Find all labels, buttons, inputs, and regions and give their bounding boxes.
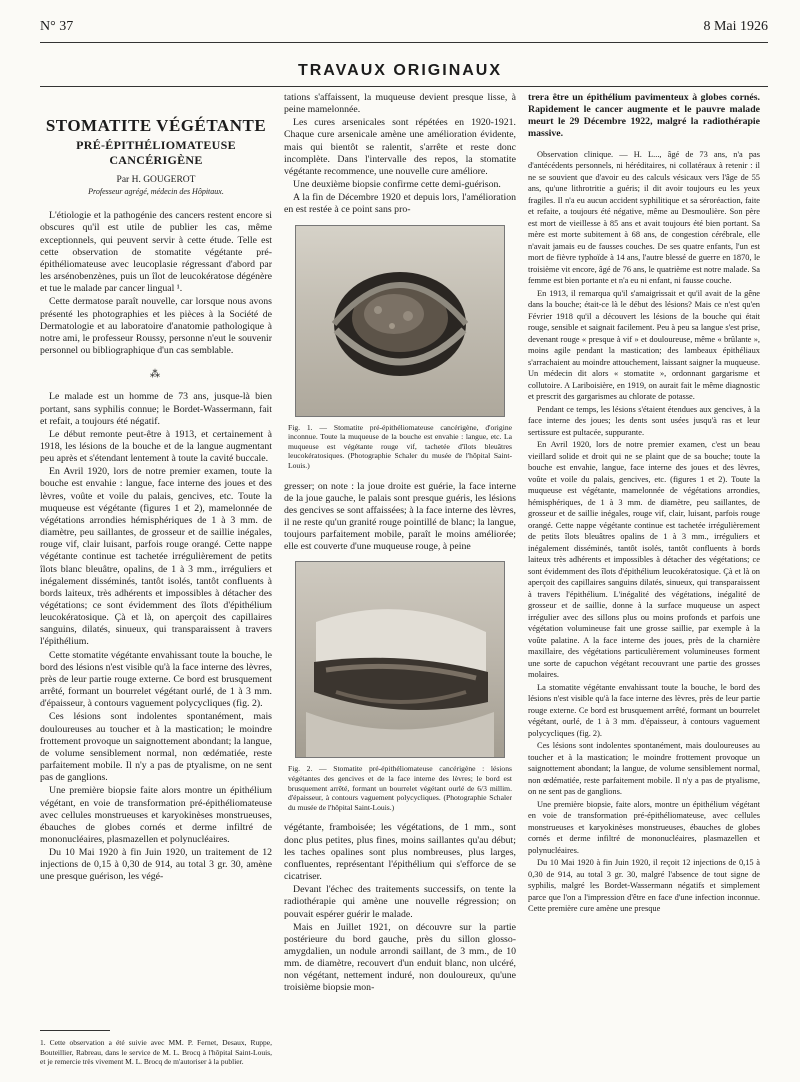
author-affiliation: Professeur agrégé, médecin des Hôpitaux. (88, 187, 224, 197)
paragraph: Pendant ce temps, les lésions s'étaient étendues aux gencives, à la face interne des joues; les dents sont usées jusqu'à ras et leur sertissure est pultacée, suppurante. (528, 404, 760, 437)
article-author: Par H. GOUGEROT (116, 175, 196, 185)
section-rule (40, 86, 768, 87)
paragraph: Ces lésions sont indolentes spontanément, mais douloureuses au toucher et à la mastication; le moindre frottement provoque un saignottement abondant; la langue, de volume sensiblement normal, non œdématiée, reste parfaitement mobile. Il n'y a pas de ptyalisme, on ne sent pas de ganglions. (528, 741, 760, 797)
paragraph: Le malade est un homme de 73 ans, jusque-là bien portant, sans syphilis connue; le Bordet-Wassermann, fait et refait, a toujours été négatif. (40, 391, 272, 427)
paragraph: trera être un épithélium pavimenteux à globes cornés. Rapidement le cancer augmente et le pauvre malade meurt le 29 Décembre 1922, malgré la radiothérapie massive. (528, 92, 760, 140)
paragraph: Du 10 Mai 1920 à fin Juin 1920, un traitement de 12 injections de 0,15 à 0,30 de 914, au total 3 gr. 30, amène une presque guérison, les végé- (40, 847, 272, 883)
paragraph: Mais en Juillet 1921, on découvre sur la partie postérieure du bord gauche, près du sillon glosso-amygdalien, un nodule arrondi saillant, de 3 mm., de 10 mm. de diamètre, recouvert d'un enduit blanc, non ulcéré, non végétant, nettement induré, non douloureux, qu'une troisième biopsie mon- (284, 921, 516, 994)
paragraph: Devant l'échec des traitements successifs, on tente la radiothérapie qui amène une nouvelle régression; on pouvait espérer guérir le malade. (284, 884, 516, 920)
column-1 (40, 92, 272, 1027)
paragraph: La stomatite végétante envahissant toute la bouche, le bord des lésions n'est visible qu'à la face interne des lèvres, près de leur partie rouge externe. Ce bord est brusquement arrêté, formant un bourrelet végétant, ourlé, de 1 à 3 mm. d'épaisseur, à contours vaguement polycycliques (fig. 2). (528, 682, 760, 738)
paragraph: Le début remonte peut-être à 1913, et certainement à 1918, les lésions de la bouche et de la langue augmentant peu après et s'étendant lentement à toute la cavité buccale. (40, 428, 272, 465)
paragraph: gresser; on note : la joue droite est guérie, la face interne de la joue gauche, le palais sont presque guéris, les lésions des gencives se sont affaissées; à la face interne des lèvres, il ne reste qu'un granité rouge pointillé de blanc; la langue, toujours parfaitement mobile, paraît le moins améliorée; elle est couverte d'une muqueuse rouge, à peine (284, 480, 516, 553)
paragraph: Les cures arsenicales sont répétées en 1920-1921. Chaque cure arsenicale amène une amélioration évidente, mais qui bientôt se ralentit, s'arrête et reste donc incomplète. Dans l'intervalle des repos, la stomatite végétante recommence, une nouvelle cure améliore. (284, 117, 516, 177)
footnote-rule (40, 1030, 110, 1031)
paragraph: végétante, framboisée; les végétations, de 1 mm., sont donc plus petites, plus fines, moins saillantes qu'au début; les taches opalines sont plus nombreuses, plus larges, confluentes, représentant l'épithélium qui s'efforce de se cicatriser. (284, 822, 516, 883)
figure-2-caption: Fig. 2. — Stomatite pré-épithéliomateuse cancérigène : lésions végétantes des gencives et de la face interne des lèvres; le bord est brusquement arrêté, formant un bourrelet végétant ourlé de 6/3 millim. d'épaisseur, à contours vaguement polycycliques. (Photographie Schaler du musée de l'hôpital Saint-Louis.) (288, 764, 512, 812)
paragraph: L'étiologie et la pathogénie des cancers restent encore si obscures qu'il est utile de publier les cas, même exceptionnels, qui peuvent servir à cette étude. Telle est cette observation de stomatite végétante pré-épithéliomateuse avec leucoplasie régressant d'abord par les arsénobenzènes, puis un îlot de leucokératose dégénère et tue le malade par cancer lingual ¹. (40, 210, 272, 295)
paragraph: En 1913, il remarqua qu'il s'amaigrissait et qu'il avait de la gêne dans la bouche; était-ce là le début des lésions? Mais ce n'est qu'en Février 1918 qu'il a découvert les lésions de la bouche qui était rouge, sensible et saignait facilement. Peu à peu sa langue s'est prise, devenant rouge « presque à vif » et douloureuse, même « brûlante », moins agile pendant la mastication; des lambeaux épithéliaux s'arrachaient au moindre attouchement, laissant saigner la muqueuse. Un médecin dit alors « stomatite », ordonnant gargarisme et collutoire. A Lariboisière, en 1919, on aurait fait le même diagnostic et prescrit des gargarismes au chlorate de potasse. (528, 288, 760, 402)
paragraph: Une première biopsie faite alors montre un épithélium végétant, en voie de transformation pré-épithéliomateuse avec cellules monstrueuses et karyokinèses monstrueuses, ébauches de globes cornés et derme infiltré de mononucléaires, plasmazellen et polynucléaires. (40, 785, 272, 845)
lip-photo-illustration (296, 562, 504, 757)
asterism-ornament: ⁂ (150, 369, 162, 381)
issue-number: N° 37 (40, 19, 74, 34)
mouth-photo-illustration (296, 226, 504, 416)
figure-1-caption: Fig. 1. — Stomatite pré-épithéliomateuse cancérigène, d'origine inconnue. Toute la muqueuse de la bouche est envahie : langue, etc. La muqueuse est végétante rouge vif, tachetée d'îlots bleuâtres leucokératosiques. (Photographie Schaler du musée de l'hôpital Saint-Louis.) (288, 422, 512, 470)
column-3 (528, 92, 760, 1072)
column-2 (284, 92, 516, 1072)
figure-1-photo (295, 225, 505, 417)
figure-2-photo (295, 561, 505, 758)
article-title: STOMATITE VÉGÉTANTE (45, 116, 267, 135)
paragraph: Observation clinique. — H. L..., âgé de 73 ans, n'a pas d'antécédents personnels, ni héréditaires, ni collatéraux à retenir : il ne se souvient que d'avoir eu des calculs vésicaux vers l'âge de 55 ans, qu'une lithrotritie a guéris; il dit avoir toujours eu les yeux fragiles. Il n'a eu aucun accident syphilitique et sa séroréaction, faite et refaite, a toujours été négative, même au Desmoulière. Son père est mort de vieillesse à 85 ans et avait toujours été bien portant. Sa mère est morte subitement à 68 ans, de congestion cérébrale, elle n'avait jamais eu de fausses couches. De ses quatre enfants, l'un est mort de fièvre typhoïde à 14 ans, l'autre blessé de guerre en 1870, le troisième vit encore, âgé de 76 ans, le quatrième est notre malade. Sa femme est bien portante et n'a eu ni enfant, ni fausse couche. (528, 149, 760, 286)
paragraph: Cette dermatose paraît nouvelle, car lorsque nous avons présenté les photographies et les pièces à la Société de Dermatologie et au laboratoire d'anatomie pathologique à notre ami, le professeur Roussy, personne n'eut le souvenir personnel ou bibliographique d'un cas semblable. (40, 296, 272, 357)
paragraph: A la fin de Décembre 1920 et depuis lors, l'amélioration en est restée à ce point sans pro- (284, 192, 516, 216)
header-rule (40, 42, 768, 43)
section-title: TRAVAUX ORIGINAUX (297, 62, 503, 79)
paragraph: Ces lésions sont indolentes spontanément, mais douloureuses au toucher et à la mastication; le moindre frottement provoque un saignottement abondant; la langue, de volume sensiblement normal, non œdématiée, reste parfaitement mobile. Il n'y a pas de ptyalisme, on ne sent pas de ganglions. (40, 711, 272, 784)
page-header (40, 18, 768, 36)
paragraph: Une première biopsie, faite alors, montre un épithélium végétant en voie de transformation pré-épithéliomateuse, avec cellules monstrueuses et karyokinèses monstrueuses, ébauches de globes cornés et derme infiltré de mononucléaires, plasmazellen et polynucléaires. (528, 799, 760, 855)
paragraph: En Avril 1920, lors de notre premier examen, toute la bouche est envahie : langue, face interne des joues et des lèvres, voûte et voile du palais, gencives, etc. Toute la muqueuse est végétante (figures 1 et 2), mamelonnée de végétations arrondies hémisphériques de 1 à 3 mm. de diamètre, peu saillantes, de grosseur et de saillie inégales, rouge vif, clair luisant, parfois rouge orangé. Cette nappe végétante continue est tachetée irrégulièrement de petits îlots blanc bleuâtre, opalins, de 1 à 3 mm., irréguliers et inégalement disséminés, tantôt isolés, tantôt confluents à bords laiteux, très adhérents et impossibles à détacher des végétations; ce sont évidemment des îlots d'épithélium leucokératosique. Çà et là, on aperçoit des capillaires sanguins, dilatés, sinueux, qui transparaissent à travers l'épithélium. (40, 466, 272, 648)
footnote: 1. Cette observation a été suivie avec MM. P. Fernet, Desaux, Ruppe, Bouteillier, Rabreau, dans le service de M. L. Brocq à l'hôpital Saint-Louis, et je remercie très vivement M. L. Brocq de m'autoriser à la publier. (40, 1038, 272, 1066)
issue-date: 8 Mai 1926 (703, 19, 768, 34)
paragraph: tations s'affaissent, la muqueuse devient presque lisse, à peine mamelonnée. (284, 92, 516, 116)
paragraph: Cette stomatite végétante envahissant toute la bouche, le bord des lésions n'est visible qu'à la face interne des lèvres, près de leur partie rouge externe. Ce bord est brusquement arrêté, formant un bourrelet végétant ourlé, de 1 à 3 mm. d'épaisseur, à contours vaguement polycycliques (fig. 2). (40, 649, 272, 710)
article-subtitle: PRÉ-ÉPITHÉLIOMATEUSE CANCÉRIGÈNE (76, 138, 236, 167)
paragraph: En Avril 1920, lors de notre premier examen, c'est un beau vieillard solide et droit qui ne se plaint que de sa bouche; toute la bouche est envahie, langue, face interne des joues et des lèvres, voûte et voile du palais, gencives, etc. (figures 1 et 2). Toute la muqueuse est végétante, mamelonnée de végétations arrondies, hémisphériques, de 1 à 3 mm. de diamètre, peu saillantes, de grosseur et de saillie inégales, rouge vif, clair, luisant, parfois rouge orangé. Cette nappe végétante continue est tachetée irrégulièrement de petits îlots bleuâtres opalins de 1 à 3 mm., irréguliers et inégalement disséminés, tantôt isolés, tantôt confluents à bords laiteux très adhérents et impossibles à détacher des végétations; ce sont évidemment des îlots d'épithélium leucokératosique. Çà et là on aperçoit des capillaires sanguins dilatés, sinueux, qui transparaissent à travers l'épithélium. L'inégalité des végétations, inégalité de grosseur et de saillie, donne à la surface muqueuse un aspect irrégulier avec des sillons plus ou moins profonds et parfois une végétation volumineuse fait une grosse saillie, par exemple à la voûte palatine. A la face interne des joues, près de la charnière maxillaire, des végétations particulièrement volumineuses forment une sorte de capuchon végétant recouvrant une partie des grosses molaires. (528, 440, 760, 680)
paragraph: Du 10 Mai 1920 à fin Juin 1920, il reçoit 12 injections de 0,15 à 0,30 de 914, au total 3 gr. 30, malgré l'absence de tout signe de syphilis, malgré les Bordet-Wassermann négatifs et simplement parce que l'on a l'impression d'être en face d'une infection inconnue. Cette première cure amène une presque (528, 858, 760, 914)
paragraph: Une deuxième biopsie confirme cette demi-guérison. (293, 179, 501, 191)
